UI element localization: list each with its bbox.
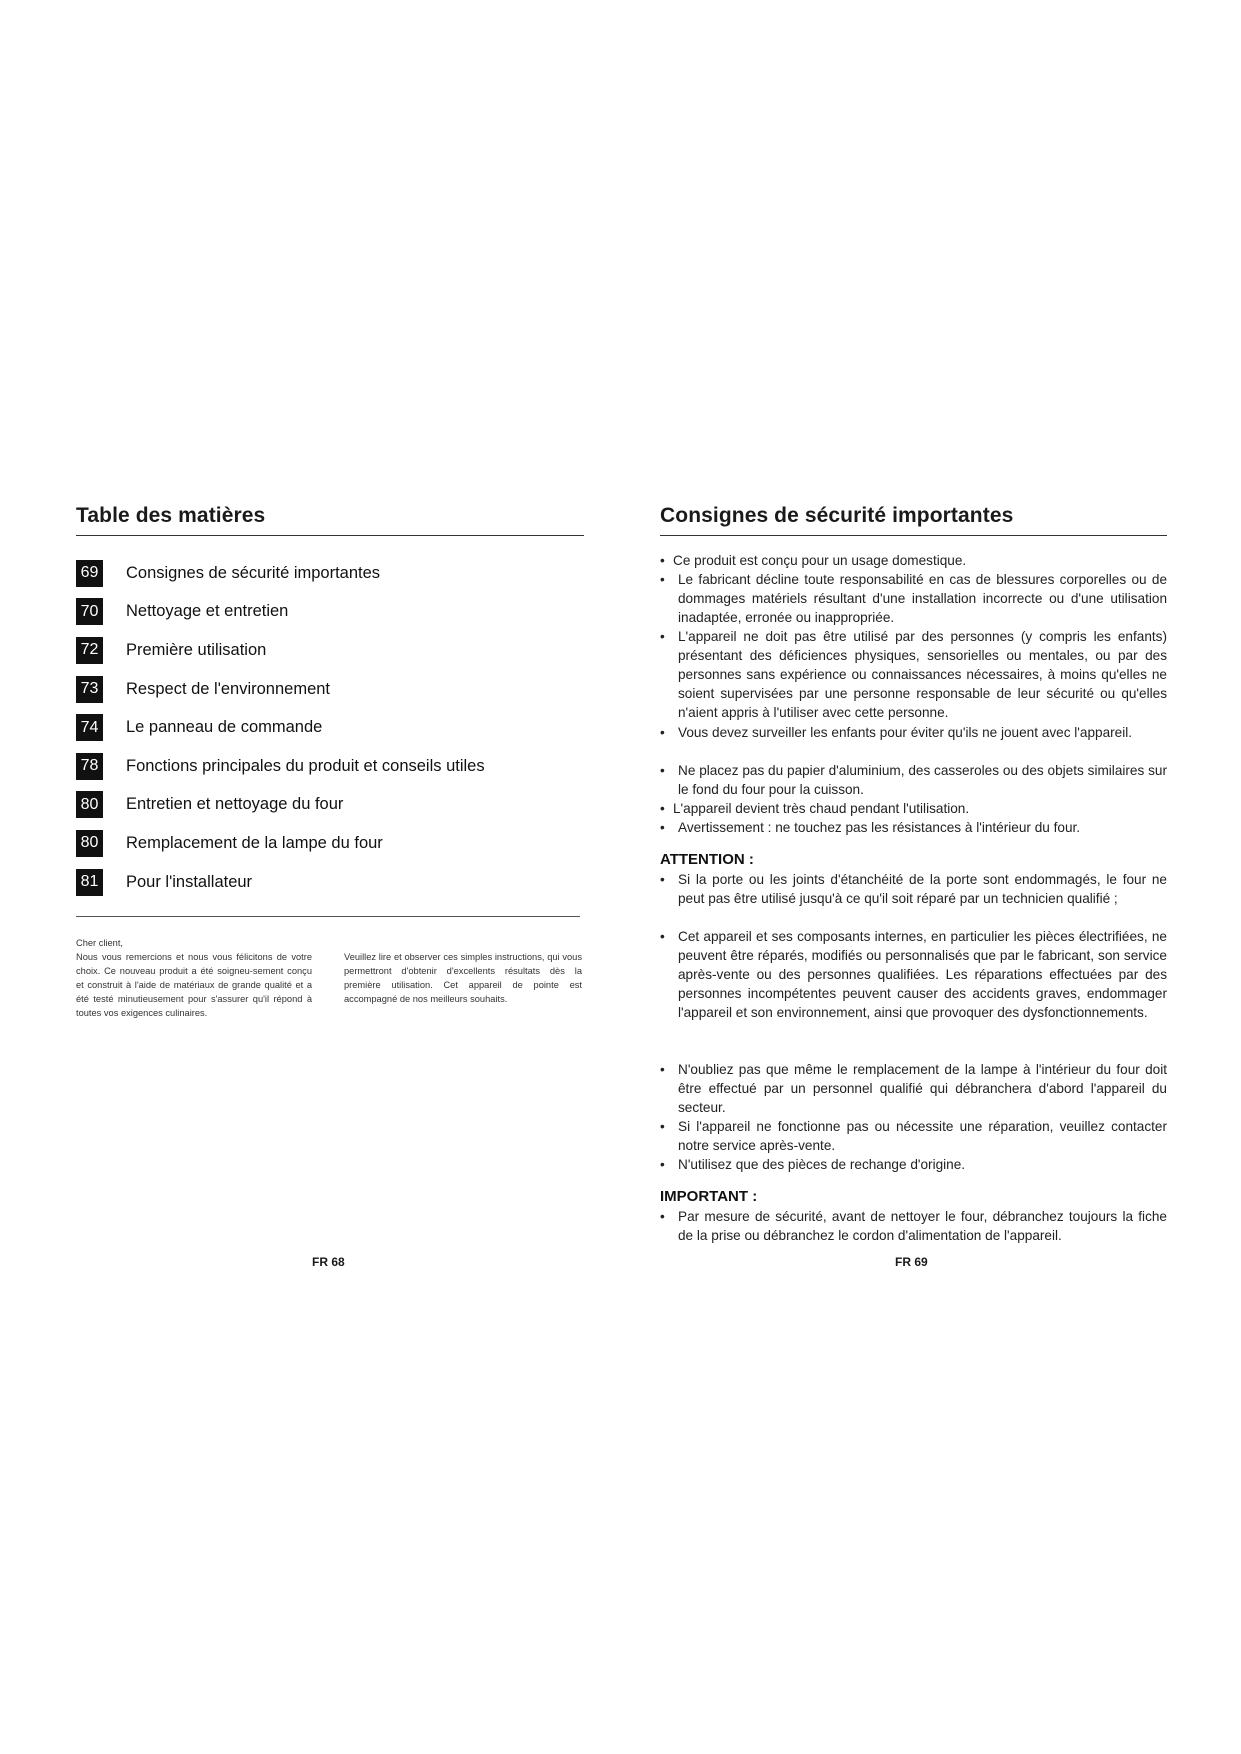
toc-page-number: 70 xyxy=(76,598,103,625)
toc-entry[interactable] xyxy=(76,863,584,902)
toc-page-number: 74 xyxy=(76,714,103,741)
toc-label: Consignes de sécurité importantes xyxy=(126,563,381,582)
list-item-text: L'appareil ne doit pas être utilisé par des personnes (y compris les enfants) présentant des déficiences physiques, sensorielles ou mentales, ou par des personnes sans expérience ou connaissances nécessaires, à moins qu'elles ne soient supervisées par une personne responsable de leur sécurité ou qu'elles n'aient appris à l'utiliser avec cette personne. xyxy=(678,629,1167,721)
toc-page-number: 81 xyxy=(76,869,103,896)
toc-entry[interactable] xyxy=(76,824,584,863)
letter-paragraph-1: Nous vous remercions et nous vous félicitons de votre choix. Ce nouveau produit a été soigneu-sement conçu et construit à l'aide de matériaux de grande qualité et a été testé minutieusement pour s'assurer qu'il répond à toutes vos exigences culinaires. xyxy=(76,952,312,1018)
letter-greeting: Cher client, xyxy=(76,938,124,948)
list-item xyxy=(660,551,1167,570)
list-item xyxy=(660,818,1167,837)
list-item xyxy=(660,723,1167,742)
list-item xyxy=(660,761,1167,799)
bullet-icon: • xyxy=(660,1209,665,1224)
list-item-text: Si la porte ou les joints d'étanchéité de la porte sont endommagés, le four ne peut pas être utilisé jusqu'à ce qu'il soit réparé par un technicien qualifié ; xyxy=(678,872,1167,907)
toc-label: Remplacement de la lampe du four xyxy=(126,833,383,852)
toc-label: Respect de l'environnement xyxy=(126,679,331,698)
letter-column-1 xyxy=(76,936,312,1020)
bullet-icon: • xyxy=(660,629,665,644)
bullet-icon: • xyxy=(660,572,665,587)
bullet-icon: • xyxy=(660,820,665,835)
list-item xyxy=(660,799,1167,818)
toc-page-number: 80 xyxy=(76,791,103,818)
list-item-text: N'utilisez que des pièces de rechange d'origine. xyxy=(678,1157,966,1172)
divider xyxy=(76,916,580,917)
bullet-icon: • xyxy=(660,801,665,816)
bullet-icon: • xyxy=(660,929,665,944)
toc-label: Pour l'installateur xyxy=(126,872,253,891)
table-of-contents xyxy=(76,554,584,901)
bullet-icon: • xyxy=(660,1157,665,1172)
list-item-text: Ce produit est conçu pour un usage domestique. xyxy=(673,553,967,568)
list-item-text: Si l'appareil ne fonctionne pas ou nécessite une réparation, veuillez contacter notre service après-vente. xyxy=(678,1119,1167,1154)
bullet-icon: • xyxy=(660,553,665,568)
list-item xyxy=(660,870,1167,908)
toc-entry[interactable] xyxy=(76,747,584,786)
letter-paragraph-2: Veuillez lire et observer ces simples instructions, qui vous permettront d'obtenir d'excellents résultats dès la première utilisation. Cet appareil de pointe est accompagné de nos meilleurs souhaits. xyxy=(344,952,582,1004)
list-item xyxy=(660,627,1167,722)
list-item-text: Ne placez pas du papier d'aluminium, des casseroles ou des objets similaires sur le fond du four pour la cuisson. xyxy=(678,763,1167,798)
list-item xyxy=(660,927,1167,1022)
toc-page-number: 80 xyxy=(76,830,103,857)
toc-page-number: 73 xyxy=(76,676,103,703)
list-item xyxy=(660,570,1167,627)
page-number-footer: FR 68 xyxy=(312,1255,345,1269)
list-item xyxy=(660,1060,1167,1117)
toc-page-number: 78 xyxy=(76,753,103,780)
bullet-icon: • xyxy=(660,725,665,740)
toc-label: Première utilisation xyxy=(126,640,267,659)
toc-label: Nettoyage et entretien xyxy=(126,602,289,621)
toc-entry[interactable] xyxy=(76,670,584,709)
list-item xyxy=(660,1207,1167,1245)
toc-entry[interactable] xyxy=(76,593,584,632)
important-heading: IMPORTANT : xyxy=(660,1188,758,1205)
toc-entry[interactable] xyxy=(76,786,584,825)
list-item-text: L'appareil devient très chaud pendant l'utilisation. xyxy=(673,801,970,816)
bullet-icon: • xyxy=(660,872,665,887)
attention-heading: ATTENTION : xyxy=(660,851,754,868)
toc-page-number: 69 xyxy=(76,560,103,587)
toc-label: Le panneau de commande xyxy=(126,718,323,737)
toc-entry[interactable] xyxy=(76,708,584,747)
safety-title: Consignes de sécurité importantes xyxy=(660,504,1167,536)
toc-page-number: 72 xyxy=(76,637,103,664)
list-item xyxy=(660,1117,1167,1155)
list-item-text: Avertissement : ne touchez pas les résistances à l'intérieur du four. xyxy=(678,820,1081,835)
bullet-icon: • xyxy=(660,763,665,778)
page-number-footer: FR 69 xyxy=(895,1255,928,1269)
list-item-text: Par mesure de sécurité, avant de nettoyer le four, débranchez toujours la fiche de la prise ou débranchez le cordon d'alimentation de l'appareil. xyxy=(678,1209,1167,1244)
toc-entry[interactable] xyxy=(76,631,584,670)
toc-entry[interactable] xyxy=(76,554,584,593)
bullet-icon: • xyxy=(660,1119,665,1134)
toc-title: Table des matières xyxy=(76,504,584,536)
list-item-text: N'oubliez pas que même le remplacement de la lampe à l'intérieur du four doit être effectué par un personnel qualifié qui débranchera d'abord l'appareil du secteur. xyxy=(678,1062,1167,1116)
list-item-text: Vous devez surveiller les enfants pour éviter qu'ils ne jouent avec l'appareil. xyxy=(678,725,1133,740)
toc-label: Entretien et nettoyage du four xyxy=(126,795,344,814)
list-item-text: Cet appareil et ses composants internes, en particulier les pièces électrifiées, ne peuvent être réparés, modifiés ou personnalisés que par le fabricant, son service après-vente ou des personnes qualifiées. Les réparations effectuées par des personnes incompétentes peuvent causer des accidents graves, endommager l'appareil et son environnement, ainsi que provoquer des dysfonctionnements. xyxy=(678,929,1167,1021)
bullet-icon: • xyxy=(660,1062,665,1077)
toc-label: Fonctions principales du produit et conseils utiles xyxy=(126,756,485,775)
list-item xyxy=(660,1155,1167,1174)
list-item-text: Le fabricant décline toute responsabilité en cas de blessures corporelles ou de dommages matériels résultant d'une installation incorrecte ou d'une utilisation inadaptée, erronée ou inappropriée. xyxy=(678,572,1167,626)
